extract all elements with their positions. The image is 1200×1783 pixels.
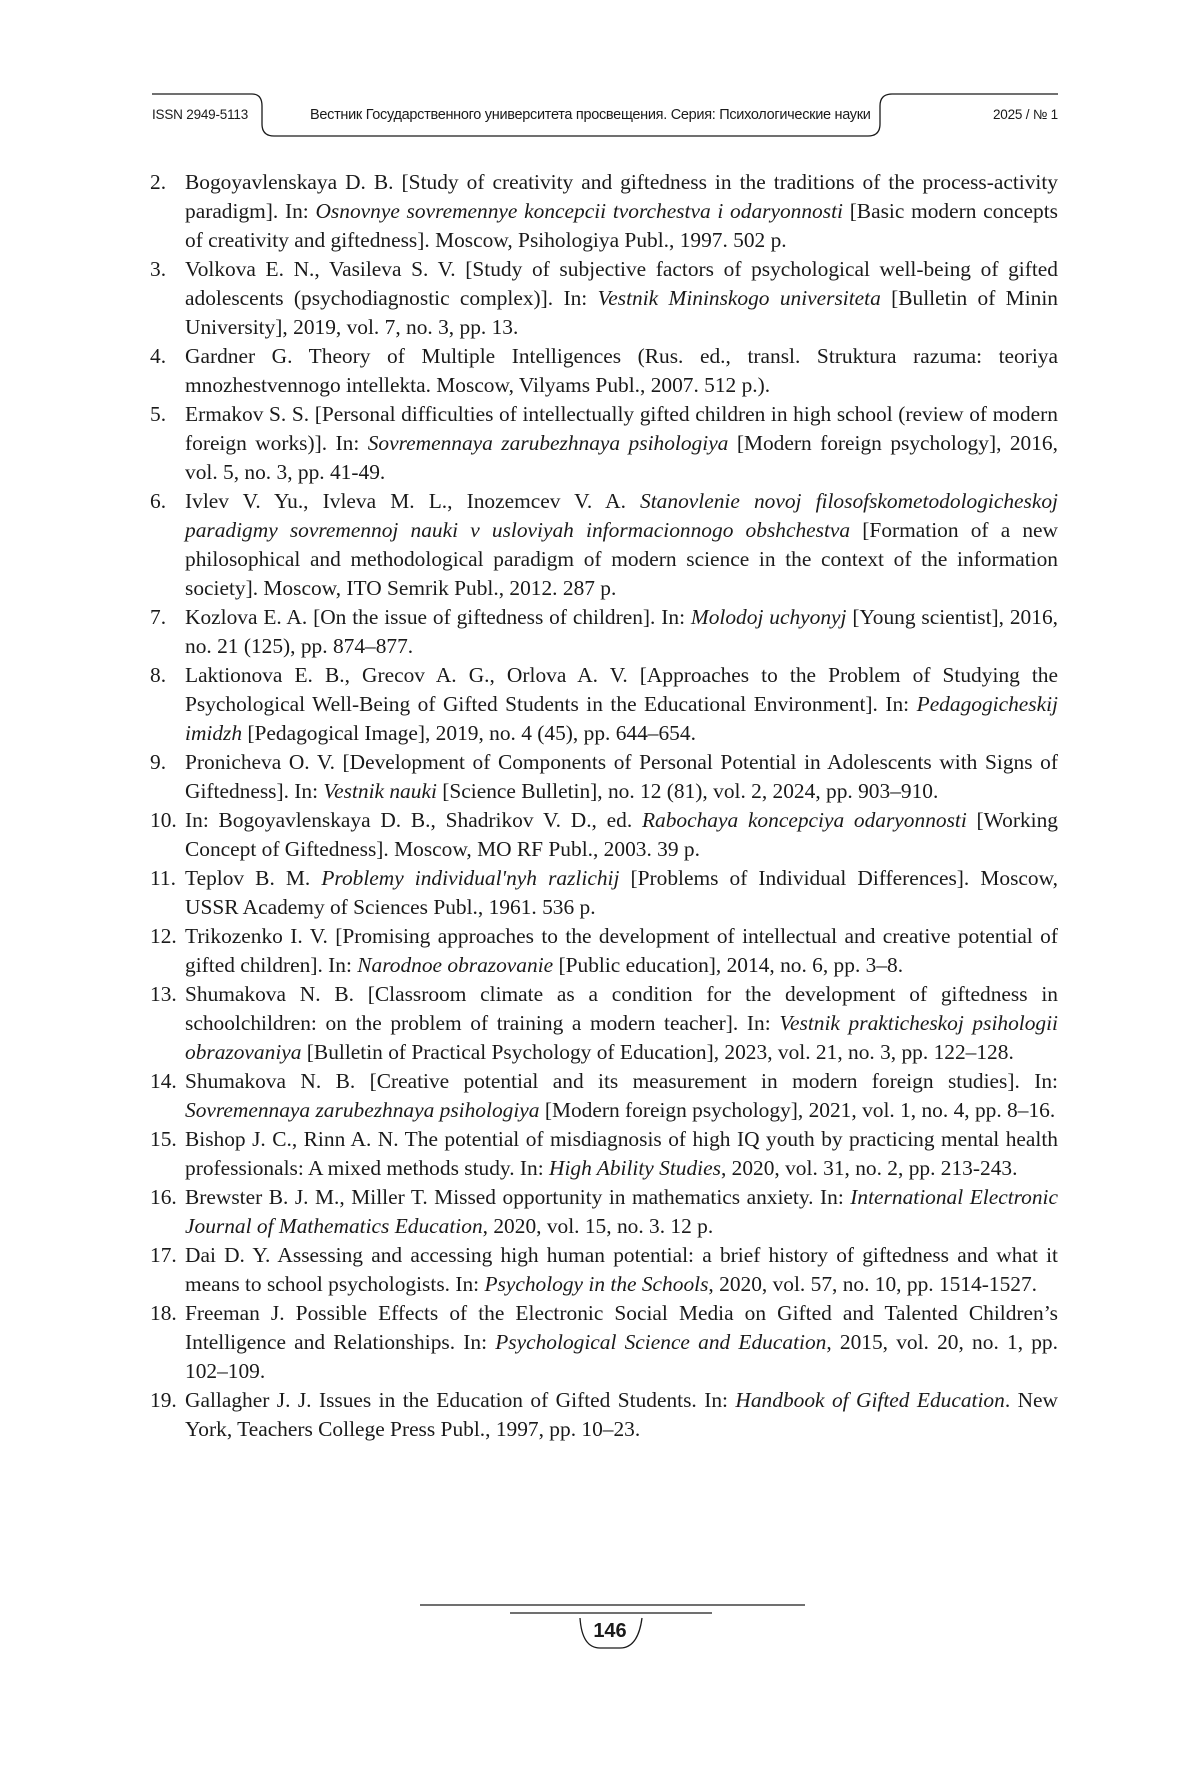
reference-source-title: Psychological Science and Education — [495, 1330, 827, 1354]
reference-text-segment: , 2020, vol. 31, no. 2, pp. 213-243. — [720, 1156, 1018, 1180]
running-header — [152, 92, 1058, 140]
reference-number: 5. — [150, 402, 167, 426]
reference-text-segment: [Science Bulletin], no. 12 (81), vol. 2, 2024, pp. 903–910. — [436, 779, 939, 803]
reference-source-title: Stanovlenie novoj filosofskometodologicheskoj paradigmy sovremennoj nauki v usloviyah informacionnogo obshchestva — [185, 489, 1058, 542]
reference-number: 13. — [150, 982, 177, 1006]
reference-text-segment: Volkova E. N., Vasileva S. V. [Study of subjective factors of psychological well-being of gifted adolescents (psychodiagnostic complex)]. In: — [185, 257, 1058, 310]
reference-text — [185, 1386, 1058, 1444]
reference-item — [150, 661, 1058, 748]
reference-source-title: Sovremennaya zarubezhnaya psihologiya — [185, 1098, 540, 1122]
reference-text-segment: [Pedagogical Image], 2019, no. 4 (45), pp. 644–654. — [242, 721, 696, 745]
reference-source-title: Handbook of Gifted Education — [735, 1388, 1005, 1412]
reference-text-segment: Dai D. Y. Assessing and accessing high human potential: a brief history of giftedness and what it means to school psychologists. In: — [185, 1243, 1058, 1296]
reference-text — [185, 400, 1058, 487]
reference-text-segment: Laktionova E. B., Grecov A. G., Orlova A. V. [Approaches to the Problem of Studying the Psychological Well-Being of Gifted Students in the Educational Environment]. In: — [185, 663, 1058, 716]
reference-source-title: Vestnik nauki — [323, 779, 437, 803]
reference-text-segment: Shumakova N. B. [Creative potential and its measurement in modern foreign studies]. In: — [185, 1069, 1058, 1093]
reference-text-segment: Ivlev V. Yu., Ivleva M. L., Inozemcev V. A. — [185, 489, 641, 513]
reference-item — [150, 806, 1058, 864]
issn-label: ISSN 2949-5113 — [152, 107, 249, 122]
reference-text — [185, 1067, 1058, 1125]
reference-source-title: Narodnoe obrazovanie — [357, 953, 554, 977]
reference-text-segment: , 2020, vol. 15, no. 3. 12 p. — [482, 1214, 714, 1238]
reference-number: 3. — [150, 257, 167, 281]
reference-text — [185, 168, 1058, 255]
reference-list — [150, 168, 1058, 1444]
reference-item — [150, 342, 1058, 400]
reference-number: 12. — [150, 924, 177, 948]
reference-text-segment: . New York, Teachers College Press Publ., 1997, pp. 10–23. — [185, 1388, 1058, 1441]
reference-number: 2. — [150, 170, 167, 194]
reference-text-segment: [Formation of a new philosophical and methodological paradigm of modern science in the context of the information society]. Moscow, ITO Semrik Publ., 2012. 287 p. — [185, 518, 1059, 600]
reference-item — [150, 1183, 1058, 1241]
reference-text-segment: , 2020, vol. 57, no. 10, pp. 1514-1527. — [708, 1272, 1037, 1296]
reference-text-segment: [Young scientist], 2016, no. 21 (125), pp. 874–877. — [185, 605, 1058, 658]
reference-source-title: Sovremennaya zarubezhnaya psihologiya — [367, 431, 729, 455]
reference-text-segment: [Bulletin of Practical Psychology of Education], 2023, vol. 21, no. 3, pp. 122–128. — [301, 1040, 1014, 1064]
reference-text-segment: Brewster B. J. M., Miller T. Missed opportunity in mathematics anxiety. In: — [185, 1185, 851, 1209]
reference-item — [150, 603, 1058, 661]
page-footer — [0, 1600, 1200, 1670]
reference-text-segment: Shumakova N. B. [Classroom climate as a condition for the development of giftedness in schoolchildren: on the problem of training a modern teacher]. In: — [185, 982, 1058, 1035]
reference-item — [150, 864, 1058, 922]
reference-text-segment: [Modern foreign psychology], 2021, vol. 1, no. 4, pp. 8–16. — [539, 1098, 1056, 1122]
reference-number: 11. — [150, 866, 176, 890]
reference-text-segment: Trikozenko I. V. [Promising approaches to the development of intellectual and creative potential of gifted children]. In: — [185, 924, 1058, 977]
reference-item — [150, 1299, 1058, 1386]
reference-number: 10. — [150, 808, 177, 832]
reference-number: 8. — [150, 663, 167, 687]
reference-text-segment: Teplov B. M. — [185, 866, 322, 890]
reference-text-segment: Pronicheva O. V. [Development of Components of Personal Potential in Adolescents with Signs of Giftedness]. In: — [185, 750, 1058, 803]
reference-text — [185, 342, 1058, 400]
reference-number: 7. — [150, 605, 167, 629]
reference-text-segment: Bogoyavlenskaya D. B. [Study of creativity and giftedness in the traditions of the process-activity paradigm]. In: — [185, 170, 1058, 223]
reference-source-title: International Electronic Journal of Mathematics Education — [185, 1185, 1058, 1238]
reference-source-title: Psychology in the Schools — [484, 1272, 709, 1296]
reference-text — [185, 980, 1058, 1067]
reference-text-segment: Gallagher J. J. Issues in the Education of Gifted Students. In: — [185, 1388, 736, 1412]
reference-item — [150, 255, 1058, 342]
reference-text — [185, 487, 1058, 603]
reference-item — [150, 487, 1058, 603]
reference-text-segment: Ermakov S. S. [Personal difficulties of intellectually gifted children in high school (review of modern foreign works)]. In: — [185, 402, 1058, 455]
reference-text — [185, 603, 1058, 661]
reference-source-title: Osnovnye sovremennye koncepcii tvorchestva i odaryonnosti — [315, 199, 843, 223]
page-number: 146 — [593, 1620, 627, 1642]
reference-item — [150, 748, 1058, 806]
reference-item — [150, 1386, 1058, 1444]
reference-item — [150, 1067, 1058, 1125]
reference-text — [185, 661, 1058, 748]
reference-source-title: Molodoj uchyonyj — [690, 605, 847, 629]
reference-text — [185, 748, 1058, 806]
reference-text-segment: Kozlova E. A. [On the issue of giftedness of children]. In: — [185, 605, 691, 629]
reference-source-title: Problemy individual'nyh razlichij — [321, 866, 620, 890]
reference-text-segment: Bishop J. C., Rinn A. N. The potential of misdiagnosis of high IQ youth by practicing mental health professionals: A mixed methods study. In: — [185, 1127, 1058, 1180]
reference-source-title: Rabochaya koncepciya odaryonnosti — [641, 808, 967, 832]
reference-number: 6. — [150, 489, 167, 513]
reference-text-segment: In: Bogoyavlenskaya D. B., Shadrikov V. D., ed. — [185, 808, 642, 832]
reference-text-segment: [Working Concept of Giftedness]. Moscow, MO RF Publ., 2003. 39 p. — [185, 808, 1059, 861]
reference-number: 16. — [150, 1185, 177, 1209]
reference-item — [150, 1241, 1058, 1299]
reference-number: 15. — [150, 1127, 177, 1151]
reference-text — [185, 1299, 1058, 1386]
reference-source-title: Vestnik prakticheskoj psihologii obrazovaniya — [185, 1011, 1059, 1064]
reference-text — [185, 922, 1058, 980]
journal-title: Вестник Государственного университета просвещения. Серия: Психологические науки — [310, 107, 871, 123]
reference-number: 18. — [150, 1301, 177, 1325]
reference-number: 17. — [150, 1243, 177, 1267]
reference-source-title: High Ability Studies — [549, 1156, 721, 1180]
reference-text — [185, 864, 1058, 922]
reference-item — [150, 980, 1058, 1067]
reference-text-segment: [Modern foreign psychology], 2016, vol. 5, no. 3, pp. 41-49. — [185, 431, 1058, 484]
reference-text — [185, 1183, 1058, 1241]
reference-number: 19. — [150, 1388, 177, 1412]
reference-number: 14. — [150, 1069, 177, 1093]
reference-text-segment: Gardner G. Theory of Multiple Intelligences (Rus. ed., transl. Struktura razuma: teoriya mnozhestvennogo intellekta. Moscow, Vilyams Publ., 2007. 512 p.). — [185, 344, 1058, 397]
reference-item — [150, 168, 1058, 255]
reference-number: 4. — [150, 344, 167, 368]
reference-item — [150, 1125, 1058, 1183]
reference-source-title: Pedagogicheskij imidzh — [185, 692, 1058, 745]
reference-item — [150, 400, 1058, 487]
reference-text-segment: , 2015, vol. 20, no. 1, pp. 102–109. — [185, 1330, 1058, 1383]
reference-text — [185, 255, 1058, 342]
reference-source-title: Vestnik Mininskogo universiteta — [597, 286, 881, 310]
reference-text — [185, 1125, 1058, 1183]
reference-text — [185, 1241, 1058, 1299]
reference-text-segment: [Problems of Individual Differences]. Moscow, USSR Academy of Sciences Publ., 1961. 536 p. — [185, 866, 1058, 919]
reference-text-segment: Freeman J. Possible Effects of the Electronic Social Media on Gifted and Talented Children’s Intelligence and Relationships. In: — [185, 1301, 1058, 1354]
reference-text-segment: [Basic modern concepts of creativity and giftedness]. Moscow, Psihologiya Publ., 1997. 502 p. — [185, 199, 1058, 252]
reference-text-segment: [Public education], 2014, no. 6, pp. 3–8. — [553, 953, 904, 977]
reference-text-segment: [Bulletin of Minin University], 2019, vol. 7, no. 3, pp. 13. — [185, 286, 1058, 339]
reference-item — [150, 922, 1058, 980]
issue-label: 2025 / № 1 — [992, 107, 1058, 122]
reference-text — [185, 806, 1058, 864]
reference-number: 9. — [150, 750, 167, 774]
